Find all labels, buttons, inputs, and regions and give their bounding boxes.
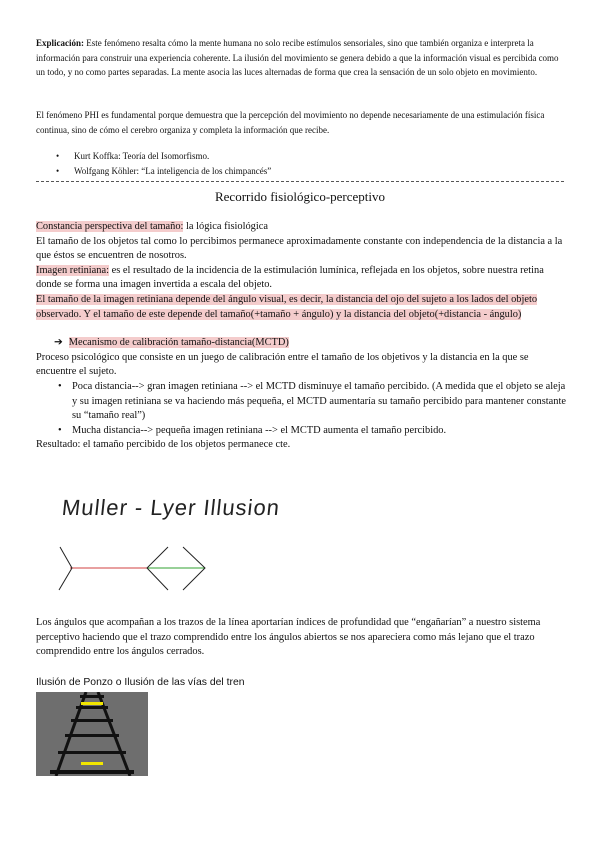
top-yellow-bar [81, 702, 103, 705]
perception-body [36, 220, 566, 453]
constancia-text: El tamaño de los objetos tal como lo percibimos permanece aproximadamente constante con independencia de la distancia a la que éstos se encuentren de nosotros. [36, 235, 563, 262]
mctd-result: Resultado: el tamaño percibido de los objetos permanece cte. [36, 439, 291, 451]
angles-paragraph: Los ángulos que acompañan a los trazos de la línea aportarían índices de profundidad que “engañarían” a nuestro sistema perceptivo haciendo que el trazo comprendido entre los ángulos abiertos se nos apareciera como más lejano que el trazo comprendido entre los ángulos cerrados. [36, 617, 541, 658]
constancia-term: Constancia perspectiva del tamaño: [36, 221, 184, 232]
phi-paragraph: El fenómeno PHI es fundamental porque demuestra que la percepción del movimiento no depende necesariamente de una estimulación física continua, sino de cómo el cerebro organiza y completa la información que recibe. [36, 110, 545, 135]
ponzo-caption: Ilusión de Ponzo o Ilusión de las vías del tren [36, 677, 245, 688]
retina-term: Imagen retiniana: [36, 264, 109, 276]
list-item: • Kurt Koffka: Teoría del Isomorfismo. [56, 149, 556, 164]
constancia-heading [36, 220, 566, 235]
retina-size-text: El tamaño de la imagen retiniana depende del ángulo visual, es decir, la distancia del ojo del sujeto a los lados del objeto observado. Y el tamaño de este depende del tamaño(+tamaño + ángulo) y la distancia del objeto(+distancia - ángulo) [36, 293, 538, 320]
mctd-list [36, 380, 566, 438]
list-item: • Wolfgang Köhler: “La inteligencia de los chimpancés” [56, 164, 556, 179]
mctd-heading-line [36, 336, 566, 351]
mctd-definition: Proceso psicológico que consiste en un juego de calibración entre el tamaño de los objetivos y la distancia en la que se encuentre el sujeto. [36, 351, 529, 378]
explanation-lead: Explicación: [36, 38, 85, 48]
bottom-yellow-bar [81, 762, 103, 765]
muller-lyer-sketch [50, 490, 260, 605]
section-title: Recorrido fisiológico-perceptivo [214, 189, 386, 204]
authors-list [56, 149, 556, 179]
explanation-paragraph [36, 36, 564, 80]
arrow-right-icon: ➔ [54, 337, 63, 349]
list-item: • Mucha distancia--> pequeña imagen retiniana --> el MCTD aumenta el tamaño percibido. [58, 424, 566, 439]
explanation-text: Este fenómeno resalta cómo la mente humana no solo recibe estímulos sensoriales, sino que también organiza e interpreta la información para construir una experiencia coherente. La ilusión del movimiento se genera debido a que la información visual es percibida como un todo, y no como partes separadas. La mente asocia las luces alternadas de forma que crea la sensación de un solo objeto en movimiento. [36, 38, 559, 77]
muller-lyer-label: Muller - Lyer Illusion [60, 495, 282, 520]
mctd-heading: Mecanismo de calibración tamaño-distancia(MCTD) [68, 337, 289, 349]
constancia-rest: la lógica fisiológica [183, 221, 268, 232]
ponzo-illusion-image [36, 692, 148, 776]
section-divider [36, 181, 564, 182]
list-item: • Poca distancia--> gran imagen retiniana --> el MCTD disminuye el tamaño percibido. (A medida que el objeto se aleja y su imagen retiniana se va haciendo más pequeña, el MCTD aumentaría su tamaño percibido para mantener constante su “tamaño real”) [58, 380, 566, 424]
retina-paragraph [36, 264, 566, 293]
retina-rest: es el resultado de la incidencia de la estimulación lumínica, reflejada en los objetos, sobre nuestra retina donde se forma una imagen invertida a escala del objeto. [36, 264, 544, 291]
